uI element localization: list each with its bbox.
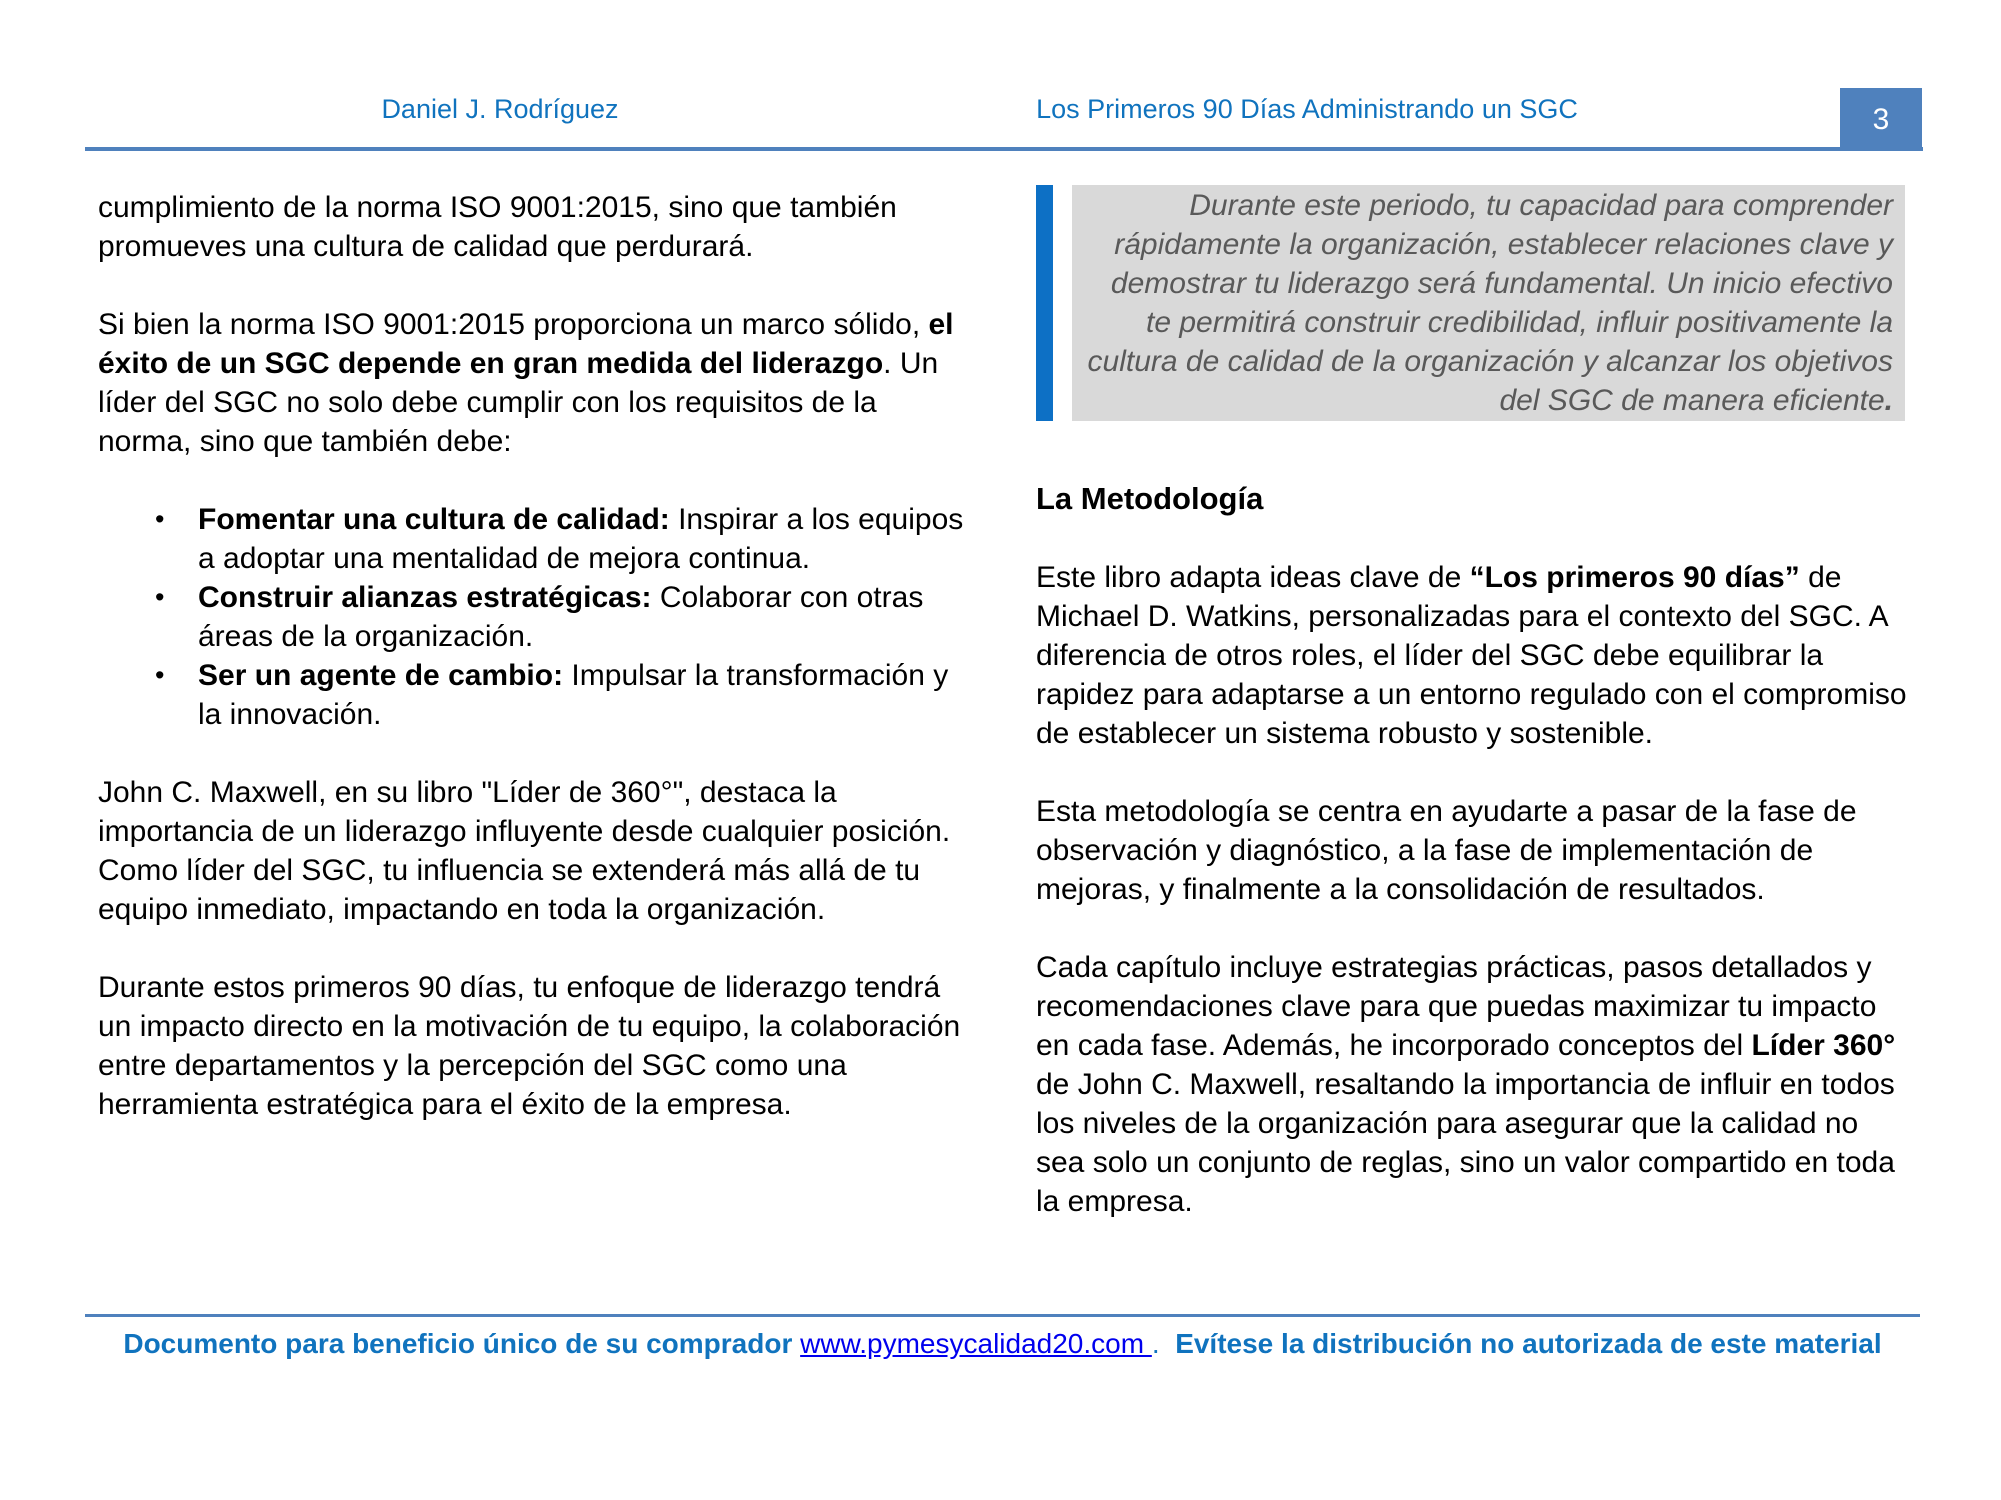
text-segment: Ser un agente de cambio: [198,659,564,692]
paragraph [98,188,973,266]
text-segment: Documento para beneficio único de su comprador [123,1328,801,1359]
text-segment: “Los primeros 90 días” [1469,561,1800,594]
footer-notice [85,1326,1920,1362]
text-segment: . Un líder del SGC no solo debe cumplir con los requisitos de la norma, sino que también debe: [98,347,939,458]
text-segment: Inspirar a los equipos a adoptar una mentalidad de mejora continua. [198,503,964,575]
text-segment: Durante este periodo, tu capacidad para comprender rápidamente la organización, establecer relaciones clave y demostrar tu liderazgo será fundamental. Un inicio efectivo te permitirá construir credibilidad, influir positivamente la cultura de calidad de la organización y alcanzar los objetivos del SGC de manera eficiente [1087,189,1893,417]
text-segment: Colaborar con otras áreas de la organización. [198,581,924,653]
paragraph [98,773,973,929]
bullet-item [98,500,973,578]
quote-box [1072,185,1905,421]
text-segment: Líder 360° [1751,1029,1896,1062]
paragraph [1036,792,1912,909]
text-segment: Durante estos primeros 90 días, tu enfoque de liderazgo tendrá un impacto directo en la motivación de tu equipo, la colaboración entre departamentos y la percepción del SGC como una herramienta estratégica para el éxito de la empresa. [98,971,961,1121]
text-segment: Fomentar una cultura de calidad: [198,503,670,536]
header-rule [85,147,1923,151]
text-segment: Cada capítulo incluye estrategias prácticas, pasos detallados y recomendaciones clave para que puedas maximizar tu impacto en cada fase. Además, he incorporado conceptos del [1036,951,1877,1062]
bullet-list [98,500,973,734]
text-segment: John C. Maxwell, en su libro "Líder de 360°", destaca la importancia de un liderazgo influyente desde cualquier posición. Como líder del SGC, tu influencia se extenderá más allá de tu equipo inmediato, impactando en toda la organización. [98,776,951,926]
paragraph [1036,558,1912,753]
text-segment: Evítese la distribución no autorizada de este material [1175,1328,1882,1359]
text-segment: Esta metodología se centra en ayudarte a pasar de la fase de observación y diagnóstico, a la fase de implementación de mejoras, y finalmente a la consolidación de resultados. [1036,795,1857,906]
footer-link[interactable]: www.pymesycalidad20.com [800,1328,1152,1359]
quote-accent-bar [1036,185,1053,421]
page-number: 3 [1872,102,1890,136]
text-segment: de Michael D. Watkins, personalizadas para el contexto del SGC. A diferencia de otros roles, el líder del SGC debe equilibrar la rapidez para adaptarse a un entorno regulado con el compromiso de establecer un sistema robusto y sostenible. [1036,561,1907,750]
paragraph [98,305,973,461]
header-book-title: Los Primeros 90 Días Administrando un SGC [1036,94,1578,124]
text-segment: . [1151,1328,1176,1359]
text-segment: el éxito de un SGC depende en gran medida del liderazgo [98,308,954,380]
page-number-badge [1840,88,1922,151]
text-segment: Construir alianzas estratégicas: [198,581,652,614]
paragraph [1036,948,1912,1221]
text-segment: Este libro adapta ideas clave de [1036,561,1470,594]
left-column [98,188,973,1124]
paragraph [98,968,973,1124]
right-column [1036,185,1912,1221]
text-segment: Impulsar la transformación y la innovación. [198,659,949,731]
text-segment: cumplimiento de la norma ISO 9001:2015, sino que también promueves una cultura de calidad que perdurará. [98,191,897,263]
header-author: Daniel J. Rodríguez [381,94,619,124]
pull-quote [1036,185,1912,421]
bullet-item [98,656,973,734]
bullet-item [98,578,973,656]
section-heading: La Metodología [1036,481,1264,516]
text-segment: . [1884,384,1893,417]
text-segment: Si bien la norma ISO 9001:2015 proporciona un marco sólido, [98,308,929,341]
footer-rule [85,1314,1920,1317]
text-segment: de John C. Maxwell, resaltando la importancia de influir en todos los niveles de la organización para asegurar que la calidad no sea solo un conjunto de reglas, sino un valor compartido en toda la empresa. [1036,1068,1895,1218]
